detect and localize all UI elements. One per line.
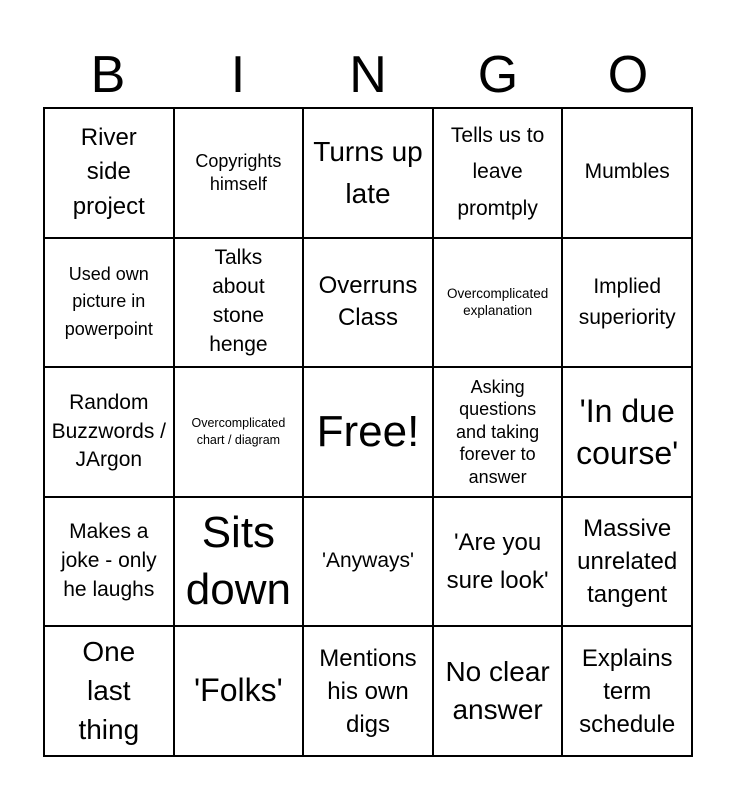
bingo-cell-r4c3[interactable] xyxy=(303,497,433,627)
bingo-cell-r2c2[interactable] xyxy=(174,238,304,368)
bingo-cell-r2c4[interactable] xyxy=(433,238,563,368)
cell-label: Mumbles xyxy=(584,160,670,184)
cell-label: Copyrights himself xyxy=(195,151,282,194)
bingo-cell-r2c1[interactable] xyxy=(44,238,174,368)
cell-label: Free! xyxy=(316,406,420,456)
cell-label: Overcomplicated explanation xyxy=(446,285,549,319)
cell-label: Turns up late xyxy=(313,135,423,209)
cell-label: Talks about stone henge xyxy=(209,246,268,357)
cell-label: 'Folks' xyxy=(194,672,283,709)
bingo-cell-r1c4[interactable] xyxy=(433,108,563,238)
cell-label: Overruns Class xyxy=(318,272,418,332)
cell-label: Massive unrelated tangent xyxy=(577,514,678,609)
header-letter-n: N xyxy=(349,46,387,104)
cell-label: Makes a joke - only he laughs xyxy=(60,520,157,602)
bingo-cell-r1c2[interactable] xyxy=(174,108,304,238)
bingo-cell-r3c4[interactable] xyxy=(433,367,563,497)
cell-label: Implied superiority xyxy=(578,274,676,330)
bingo-cell-free[interactable] xyxy=(303,367,433,497)
header-letter-g: G xyxy=(477,46,519,104)
bingo-cell-r2c5[interactable] xyxy=(562,238,692,368)
cell-label: Tells us to leave promtply xyxy=(450,123,545,221)
cell-label: 'Anyways' xyxy=(321,549,415,573)
bingo-cell-r2c3[interactable] xyxy=(303,238,433,368)
bingo-cell-r1c1[interactable] xyxy=(44,108,174,238)
bingo-cell-r4c1[interactable] xyxy=(44,497,174,627)
cell-label: Overcomplicated chart / diagram xyxy=(191,416,286,447)
bingo-cell-r5c1[interactable] xyxy=(44,626,174,756)
bingo-cell-r5c2[interactable] xyxy=(174,626,304,756)
bingo-cell-r4c4[interactable] xyxy=(433,497,563,627)
header-letter-o: O xyxy=(607,46,649,104)
cell-label: No clear answer xyxy=(445,655,550,726)
cell-label: Explains term schedule xyxy=(579,644,676,738)
cell-label: River side project xyxy=(72,123,145,221)
cell-label: Random Buzzwords / JArgon xyxy=(51,391,166,472)
bingo-board xyxy=(43,107,693,757)
bingo-cell-r3c5[interactable] xyxy=(562,367,692,497)
bingo-cell-r1c5[interactable] xyxy=(562,108,692,238)
cell-label: Used own picture in powerpoint xyxy=(64,263,153,340)
bingo-cell-r4c2[interactable] xyxy=(174,497,304,627)
cell-label: Mentions his own digs xyxy=(319,644,417,738)
cell-label: Asking questions and taking forever to answer xyxy=(456,376,540,487)
header-letter-b: B xyxy=(90,46,126,104)
bingo-cell-r3c2[interactable] xyxy=(174,367,304,497)
cell-label: One last thing xyxy=(78,636,140,745)
bingo-header xyxy=(43,40,693,108)
cell-label: Sits down xyxy=(185,508,291,614)
cell-label: 'Are you sure look' xyxy=(446,529,549,594)
bingo-cell-r5c3[interactable] xyxy=(303,626,433,756)
cell-label: 'In due course' xyxy=(576,392,679,471)
bingo-cell-r4c5[interactable] xyxy=(562,497,692,627)
bingo-cell-r3c1[interactable] xyxy=(44,367,174,497)
bingo-cell-r5c4[interactable] xyxy=(433,626,563,756)
header-letter-i: I xyxy=(230,46,246,104)
bingo-cell-r5c5[interactable] xyxy=(562,626,692,756)
bingo-cell-r1c3[interactable] xyxy=(303,108,433,238)
